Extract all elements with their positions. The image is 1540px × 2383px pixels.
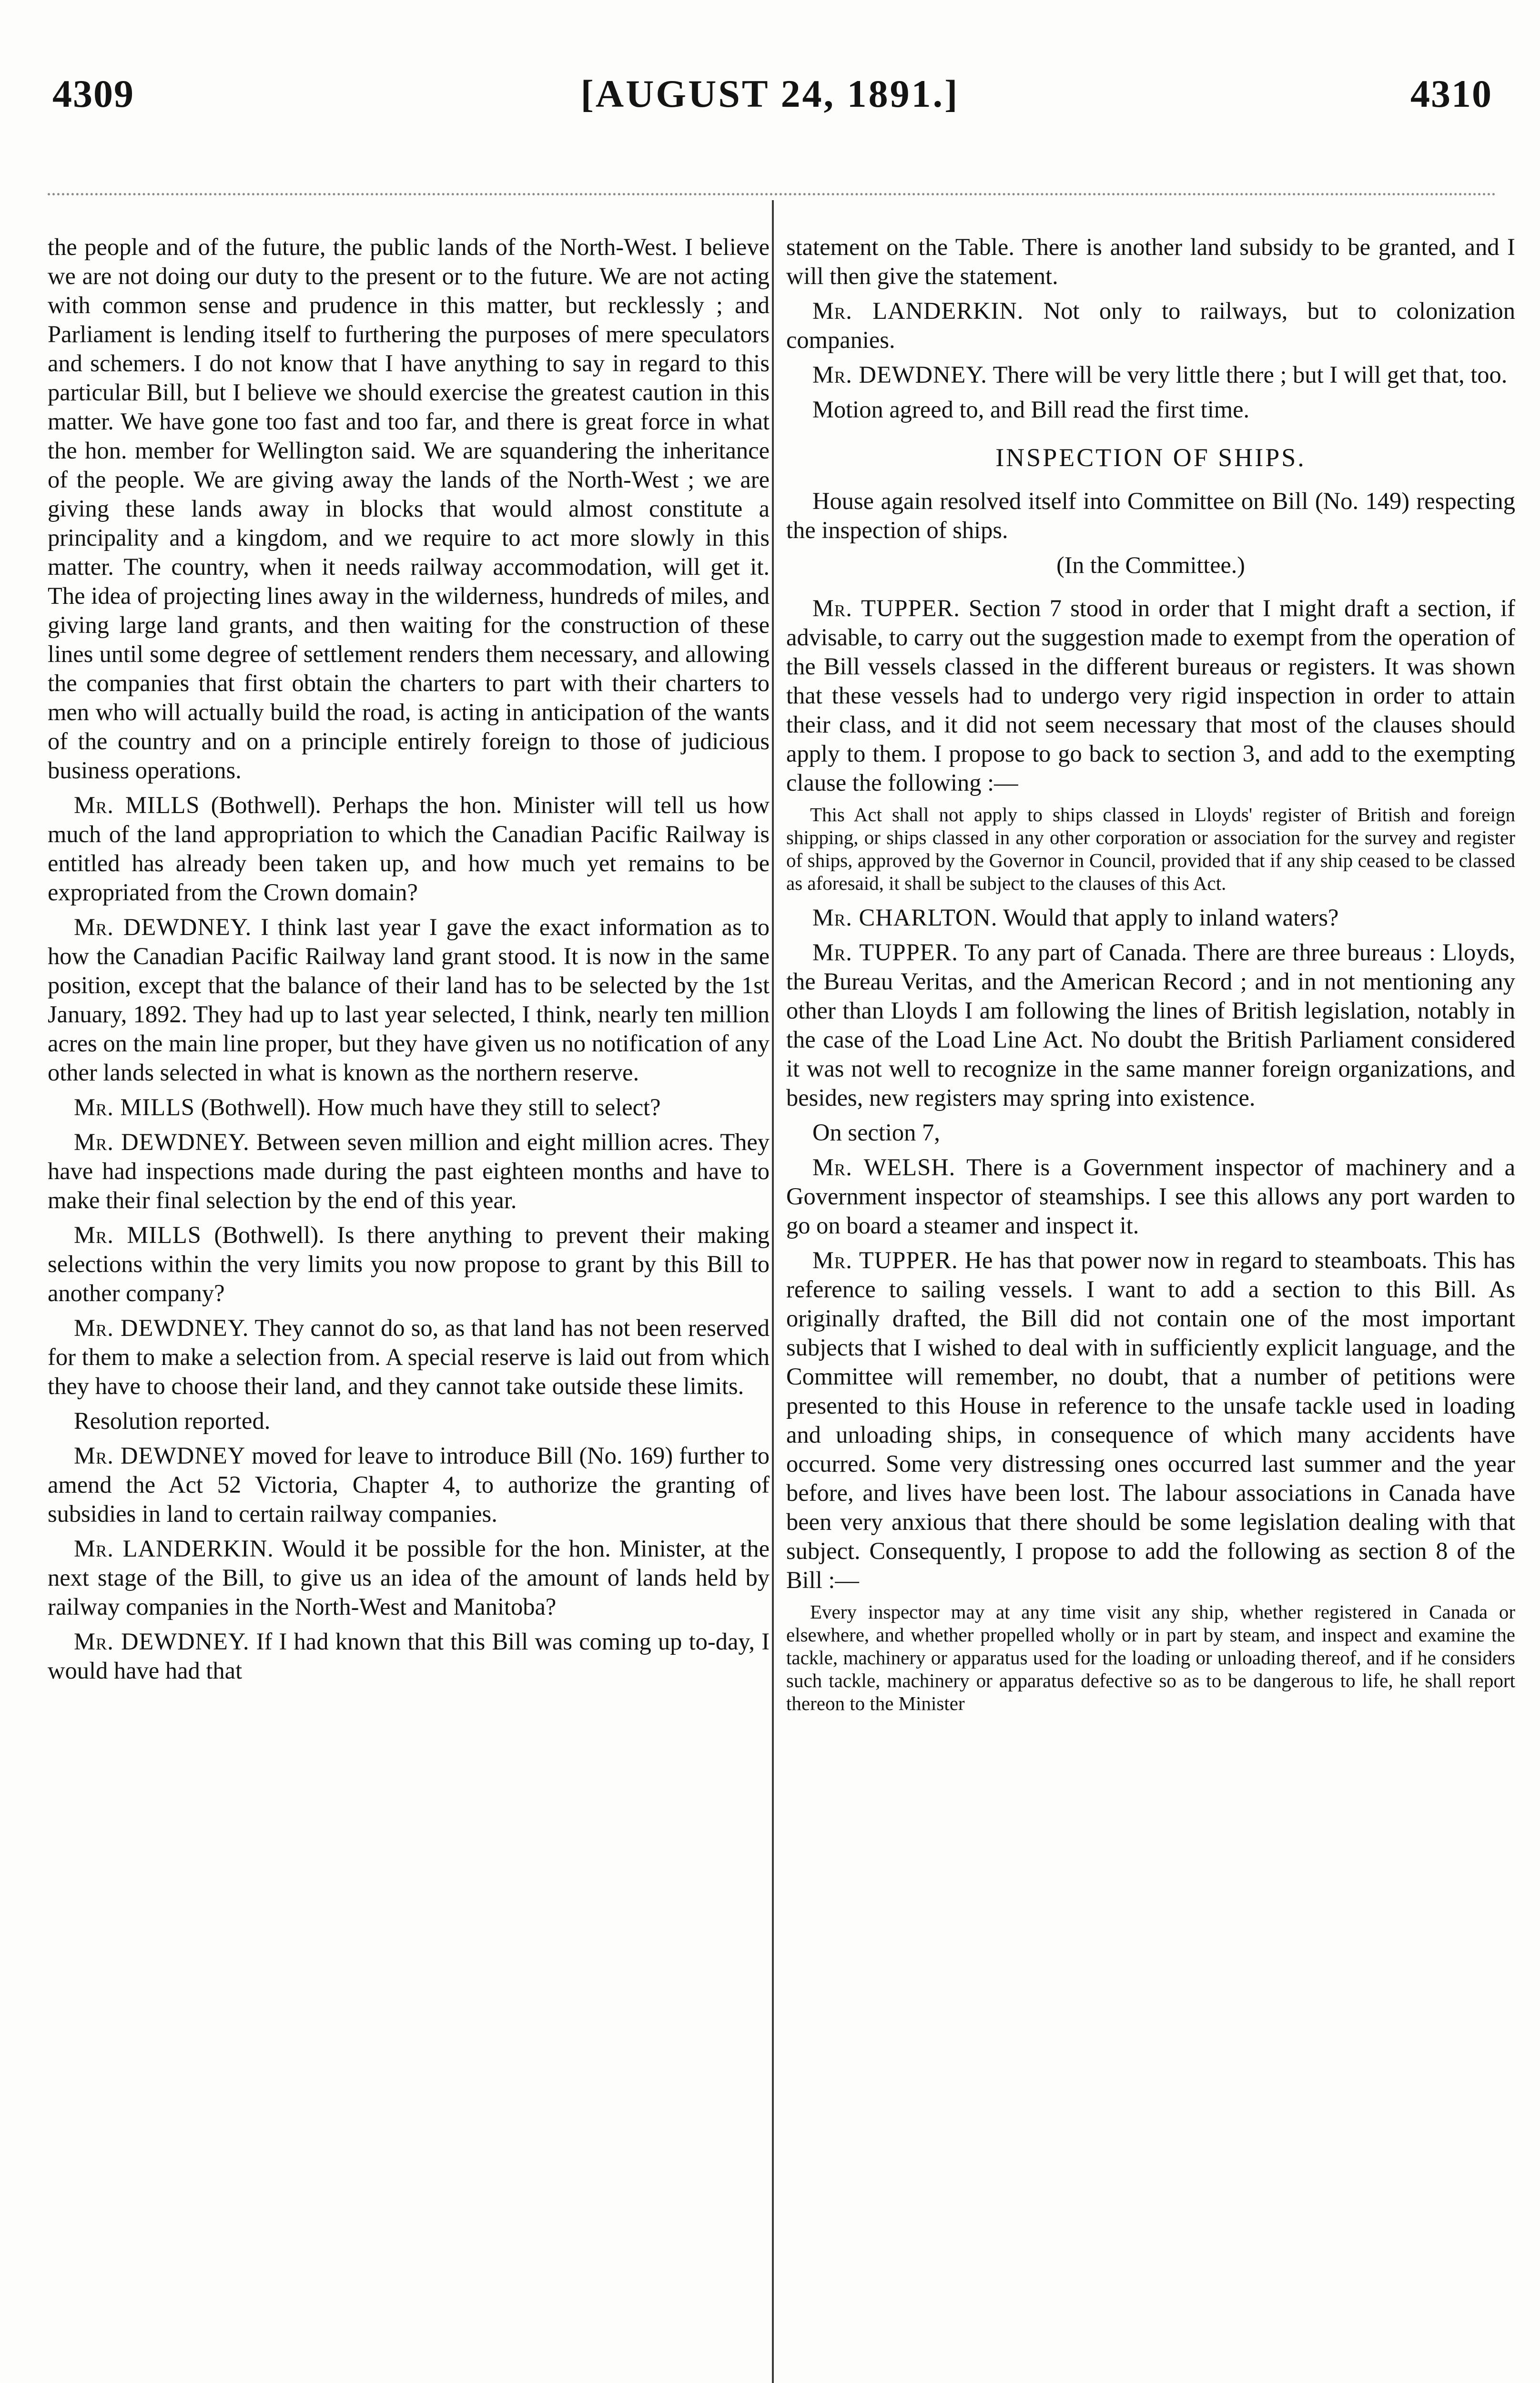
page-number-right: 4310: [1410, 72, 1492, 115]
speech-text: Not only to railways, but to colonization companies.: [786, 297, 1515, 353]
paragraph: [786, 1153, 1515, 1240]
paragraph: the people and of the future, the public lands of the North-West. I believe we are not doing our duty to the present or to the future. We are not acting with common sense and prudence in this matter, but recklessly ; and Parliament is lending itself to furthering the purposes of mere speculators and schemers. I do not know that I have anything to say in regard to this particular Bill, but I believe we should exercise the greatest caution in this matter. We have gone too fast and too far, and there is great force in what the hon. member for Wellington said. We are squandering the inheritance of the people. We are giving away the lands of the North-West ; we are giving these lands away in blocks that would almost constitute a principality and a kingdom, and we require to act more slowly in this matter. The country, when it needs railway accommodation, will get it. The idea of projecting lines away in the wilderness, hundreds of miles, and giving large land grants, and then waiting for the construction of these lines until some degree of settlement renders them necessary, and allowing the companies that first obtain the charters to part with their charters to men who will actually build the road, is acting in anticipation of the wants of the country and on a principle entirely foreign to those of judicious business operations.: [48, 234, 770, 784]
speech-text: Would it be possible for the hon. Minister, at the next stage of the Bill, to give us an idea of the amount of lands held by railway companies in the North-West and Manitoba?: [48, 1535, 770, 1620]
speaker-name: Mr. TUPPER.: [812, 595, 960, 621]
speaker-name: Mr. TUPPER.: [812, 939, 958, 966]
paragraph: [786, 296, 1515, 355]
speaker-name: Mr. MILLS: [74, 792, 200, 818]
speech-text: Would that apply to inland waters?: [997, 904, 1339, 931]
speaker-name: Mr. DEWDNEY.: [74, 914, 252, 940]
speech-text: (Bothwell). How much have they still to select?: [195, 1094, 661, 1120]
speaker-name: Mr. DEWDNEY.: [74, 1628, 250, 1655]
right-column: [786, 233, 1515, 2383]
speaker-name: Mr. WELSH.: [812, 1154, 956, 1181]
paragraph: [48, 1314, 770, 1401]
paragraph: [786, 594, 1515, 797]
paragraph: [48, 913, 770, 1087]
paragraph: [786, 360, 1515, 389]
speaker-name: Mr. CHARLTON.: [812, 904, 998, 931]
paragraph: [48, 1221, 770, 1308]
quoted-clause: This Act shall not apply to ships classed in Lloyds' register of British and foreign shipping, or ships classed in any other corporation or association for the survey and register of ships, approved by the Governor in Council, provided that if any ship ceased to be classed as aforesaid, it shall be subject to the clauses of this Act.: [786, 804, 1515, 894]
paragraph: [48, 1093, 770, 1122]
speech-text: To any part of Canada. There are three bureaus : Lloyds, the Bureau Veritas, and the American Record ; and in not mentioning any other than Lloyds I am following the lines of British legislation, notably in the case of the Load Line Act. No doubt the British Parliament considered it was not well to recognize in the same manner foreign organizations, and besides, new registers may spring into existence.: [786, 939, 1515, 1111]
speaker-name: Mr. LANDERKIN.: [812, 297, 1024, 324]
paragraph: [786, 938, 1515, 1112]
paragraph: [48, 1441, 770, 1528]
column-divider: [772, 200, 774, 2383]
speech-text: (Bothwell). Perhaps the hon. Minister will tell us how much of the land appropriation to which the Canadian Pacific Railway is entitled has already been taken up, and how much yet remains to be expropriated from the Crown domain?: [48, 792, 770, 906]
speech-text: They cannot do so, as that land has not been reserved for them to make a selection from. A special reserve is laid out from which they have to choose their land, and they cannot take outside these limits.: [48, 1314, 770, 1399]
speech-text: He has that power now in regard to steamboats. This has reference to sailing vessels. I want to add a section to this Bill. As originally drafted, the Bill did not contain one of the most important subjects that I wished to deal with in sufficiently explicit language, and the Committee will remember, no doubt, that a number of petitions were presented to this House in reference to the unsafe tackle used in loading and unloading ships, in consequence of which many accidents have occurred. Some very distressing ones occurred last summer and the year before, and lives have been lost. The labour associations in Canada have been very anxious that there should be some legislation dealing with that subject. Consequently, I propose to add the following as section 8 of the Bill :—: [786, 1247, 1515, 1593]
paragraph: Motion agreed to, and Bill read the first time.: [812, 396, 1250, 423]
speech-text: Section 7 stood in order that I might draft a section, if advisable, to carry out the suggestion made to exempt from the operation of the Bill vessels classed in the different bureaus or registers. It was shown that these vessels had to undergo very rigid inspection in order to attain their class, and it did not seem necessary that most of the clauses should apply to them. I propose to go back to section 3, and add to the exempting clause the following :—: [786, 595, 1515, 796]
committee-subheading: (In the Committee.): [1056, 551, 1245, 578]
header-date: [AUGUST 24, 1891.]: [580, 72, 960, 115]
paragraph: On section 7,: [812, 1119, 940, 1146]
paragraph: House again resolved itself into Committee on Bill (No. 149) respecting the inspection of ships.: [786, 488, 1515, 543]
section-heading: INSPECTION OF SHIPS.: [995, 443, 1306, 472]
quoted-clause: Every inspector may at any time visit any ship, whether registered in Canada or elsewhere, and whether propelled wholly or in part by steam, and inspect and examine the tackle, machinery or apparatus used for the loading or unloading thereof, and if he considers such tackle, machinery or apparatus defective so as to be dangerous to life, he shall report thereon to the Minister: [786, 1601, 1515, 1714]
speaker-name: Mr. TUPPER.: [812, 1247, 958, 1273]
paragraph: [48, 1128, 770, 1215]
speaker-name: Mr. DEWDNEY.: [74, 1314, 249, 1341]
speaker-name: Mr. DEWDNEY.: [812, 361, 987, 388]
header-rule: [48, 193, 1496, 195]
paragraph: [48, 1534, 770, 1621]
speaker-name: Mr. DEWDNEY.: [74, 1129, 250, 1155]
paragraph: [786, 903, 1515, 932]
speech-text: There is a Government inspector of machinery and a Government inspector of steamships. I see this allows any port warden to go on board a steamer and inspect it.: [786, 1154, 1515, 1239]
speaker-name: Mr. MILLS: [74, 1222, 202, 1248]
speaker-name: Mr. DEWDNEY: [74, 1442, 246, 1469]
page-number-left: 4309: [52, 72, 134, 115]
speech-text: Between seven million and eight million acres. They have had inspections made during the past eighteen months and have to make their final selection by the end of this year.: [48, 1129, 770, 1213]
speaker-name: Mr. LANDERKIN.: [74, 1535, 274, 1562]
speech-text: (Bothwell). Is there anything to prevent their making selections within the very limits you now propose to grant by this Bill to another company?: [48, 1222, 770, 1306]
left-column: [48, 233, 770, 2383]
page-header: [0, 71, 1540, 148]
paragraph: [786, 1246, 1515, 1595]
paragraph: Resolution reported.: [74, 1407, 271, 1434]
speech-text: I think last year I gave the exact information as to how the Canadian Pacific Railway land grant stood. It is now in the same position, except that the balance of their land has to be selected by the 1st January, 1892. They had up to last year selected, I think, nearly ten million acres on the main line proper, but they have given us no notification of any other lands selected in what is known as the northern reserve.: [48, 914, 770, 1086]
speech-text: moved for leave to introduce Bill (No. 169) further to amend the Act 52 Victoria, Chapter 4, to authorize the granting of subsidies in land to certain railway companies.: [48, 1442, 770, 1527]
paragraph: [48, 791, 770, 907]
paragraph: statement on the Table. There is another land subsidy to be granted, and I will then give the statement.: [786, 234, 1515, 289]
speech-text: If I had known that this Bill was coming up to-day, I would have had that: [48, 1628, 770, 1684]
paragraph: [48, 1627, 770, 1685]
speaker-name: Mr. MILLS: [74, 1094, 195, 1120]
speech-text: There will be very little there ; but I will get that, too.: [987, 361, 1508, 388]
